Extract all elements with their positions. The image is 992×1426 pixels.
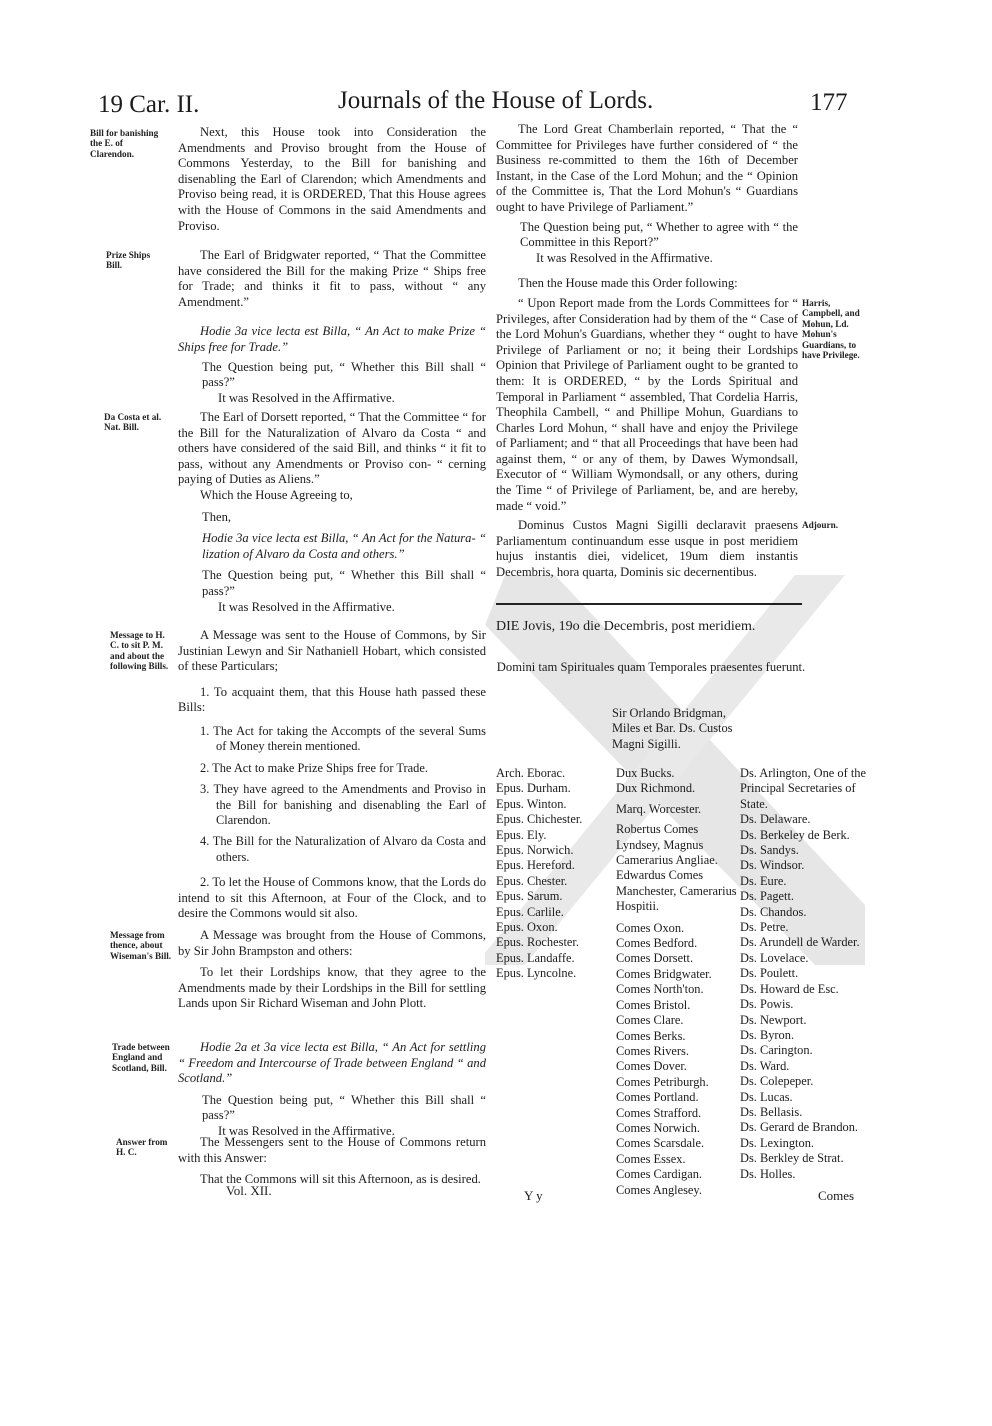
attendee: Epus. Norwich. [496,843,574,858]
attendee: Ds. Eure. [740,873,787,888]
entry-text: The Lord Great Chamberlain reported, “ That the “ Committee for Privileges have further considered of “ the Business re-committed to them the 16th of December Instant, in the Case of the Lord Mohun; and the “ Opinion of the Committee is, That the Lord Mohun's “ Guardians ought to have Privilege of Parliament.” [496,122,798,214]
attendee: Epus. Chichester. [496,812,583,827]
attendee: Ds. Bellasis. [740,1104,803,1119]
entry-text: Hodie 3a vice lecta est Billa, “ An Act for the Natura- “ lization of Alvaro da Costa and others.” [202,531,486,561]
attendee: Epus. Rochester. [496,935,579,950]
attendee: Comes Dover. [616,1059,687,1074]
attendee: Ds. Holles. [740,1166,796,1181]
attendee: Ds. Sandys. [740,843,799,858]
entry-text: It was Resolved in the Affirmative. [218,1123,395,1138]
attendee: Ds. Delaware. [740,812,811,827]
attendee: Epus. Winton. [496,796,567,811]
entry-text: The Question being put, “ Whether this Bill shall “ pass?” [202,568,486,598]
attendee: Dux Richmond. [616,781,696,796]
attendee: Epus. Ely. [496,827,547,842]
sitting-date: DIE Jovis, 19o die Decembris, post meridiem. [496,619,756,634]
attendee: Ds. Howard de Esc. [740,981,839,996]
attendee: Ds. Petre. [740,920,789,935]
entry-text: The Question being put, “ Whether to agree with “ the Committee in this Report?” [520,219,798,250]
attendee: Comes North'ton. [616,982,704,997]
margin-note-answer-hc: Answer from H. C. [116,1137,168,1158]
attendee: Marq. Worcester. [616,801,702,816]
signature-mark: Y y [524,1188,543,1203]
attendee: Ds. Poulett. [740,966,799,981]
entry-text: It was Resolved in the Affirmative. [536,250,713,265]
margin-note-mohun-guardians: Harris, Campbell, and Mohun, Ld. Mohun's Guardians, to have Privilege. [802,298,860,361]
entry-text: Hodie 2a et 3a vice lecta est Billa, “ An Act for settling “ Freedom and Intercourse of Trade between England “ and Scotland.” [178,1040,486,1086]
attendee: Ds. Powis. [740,997,794,1012]
volume-label: Vol. XII. [226,1183,272,1198]
attendee: Ds. Arlington, One of the Principal Secretaries of State. [740,766,866,811]
entry-text: “ Upon Report made from the Lords Committees for “ Privileges, after Consideration had by them of the “ Case of the Lord Mohun's Guardians, whether they “ ought to have Privilege of Parliament or no; it being their Lordships Opinion that Privilege of Parliament ought to be granted to them: It is ORDERED, “ by the Lords Spiritual and Temporal in Parliament “ assembled, That Cordelia Harris, Theophila Cambell, “ and Phillipe Mohun, Guardians to Charles Lord Mohun, “ shall have and enjoy the Privilege of Parliament; and “ that all Proceedings that have been had against them, “ or any of them, by Dawes Wymondsall, Executor of “ William Wymondsall, or any others, during the Time “ of Privilege of Parliament, be, and are hereby, made “ void.” [496,295,798,513]
attendee: Epus. Hereford. [496,858,575,873]
entry-text: Then, [202,509,232,524]
attendee: Epus. Oxon. [496,920,558,935]
attendee: Ds. Berkley de Strat. [740,1151,844,1166]
attendee: Epus. Sarum. [496,889,563,904]
list-item: 3. They have agreed to the Amendments and Proviso in the Bill for banishing and disenabling the Earl of Clarendon. [200,782,486,827]
entry-trade-scotland [178,1040,486,1140]
entry-answer-hc [178,1135,486,1188]
attendee: Ds. Gerard de Brandon. [740,1120,859,1135]
entry-text: It was Resolved in the Affirmative. [218,599,395,614]
section-divider [496,603,802,605]
attendee: Comes Portland. [616,1090,699,1105]
attendee: Comes Clare. [616,1013,684,1028]
attendee: Ds. Chandos. [740,904,807,919]
attendee: Epus. Durham. [496,781,571,796]
entry-text: The Question being put, “ Whether this Bill shall “ pass?” [202,1092,486,1123]
attendee: Dux Bucks. [616,766,675,780]
attendee: Comes Strafford. [616,1105,702,1120]
entry-text: The Earl of Bridgwater reported, “ That the Committee have considered the Bill for the making Prize “ Ships free for Trade; and thinks it fit to pass, without “ any Amendment.” [178,248,486,309]
entry-text: To let their Lordships know, that they agree to the Amendments made by their Lordships in the Bill for settling Lands upon Sir Richard Wiseman and John Plott. [178,965,486,1011]
entry-adjournment [496,518,798,580]
attendee: Comes Petriburgh. [616,1074,709,1089]
page-title: Journals of the House of Lords. [338,87,654,114]
attendee: Comes Oxon. [616,920,685,935]
attendee: Comes Bedford. [616,936,698,951]
entry-text: 1. To acquaint them, that this House hath passed these Bills: [178,684,486,715]
regnal-year: 19 Car. II. [98,91,200,118]
margin-note-adjourn: Adjourn. [802,520,838,530]
entry-text: It was Resolved in the Affirmative. [218,390,395,405]
entry-text: Next, this House took into Consideration the Amendments and Proviso brought from the House of Commons Yesterday, to the Bill for banishing and disenabling the Earl of Clarendon; which Amendments and Proviso being read, it is ORDERED, That this House agrees with the House of Commons in the said Amendments and Proviso. [178,125,486,233]
entry-text: Which the House Agreeing to, [200,487,353,502]
margin-note-da-costa: Da Costa et al. Nat. Bill. [104,412,162,433]
margin-note-prize-ships: Prize Ships Bill. [106,250,151,271]
attendee: Ds. Lexington. [740,1135,814,1150]
catchword: Comes [818,1188,855,1203]
attendee: Arch. Eborac. [496,766,566,780]
entry-wiseman [178,928,486,1012]
list-item: 4. The Bill for the Naturalization of Alvaro da Costa and others. [200,834,486,864]
attendee: Comes Scarsdale. [616,1136,705,1151]
peers-list-right [740,766,876,1182]
attendee: Comes Dorsett. [616,951,694,966]
entry-text: A Message was brought from the House of Commons, by Sir John Brampston and others: [178,928,486,958]
entry-text: Hodie 3a vice lecta est Billa, “ An Act to make Prize “ Ships free for Trade.” [178,324,486,354]
attendee: Ds. Lucas. [740,1089,793,1104]
attendee: Ds. Berkeley de Berk. [740,827,850,842]
attendee: Ds. Colepeper. [740,1074,814,1089]
entry-mohun-report [496,122,798,514]
attendee: Epus. Carlile. [496,904,564,919]
attendee: Epus. Landaffe. [496,950,575,965]
attendee: Epus. Lyncolne. [496,966,577,981]
attendee: Ds. Ward. [740,1058,790,1073]
attendee: Ds. Arundell de Warder. [740,935,860,950]
attendee: Comes Berks. [616,1028,686,1043]
entry-text: The Messengers sent to the House of Commons return with this Answer: [178,1135,486,1165]
attendee: Comes Norwich. [616,1120,700,1135]
attendee: Ds. Lovelace. [740,950,809,965]
attendee: Comes Essex. [616,1151,686,1166]
entry-text: Then the House made this Order following: [518,276,738,291]
entry-text: 2. To let the House of Commons know, that the Lords do intend to sit this Afternoon, at Four of the Clock, and to desire the Commons would sit also. [178,875,486,921]
entry-text: A Message was sent to the House of Commons, by Sir Justinian Lewyn and Sir Nathaniell Hobart, which consisted of these Particulars; [178,628,486,674]
attendee: Ds. Carington. [740,1043,813,1058]
attendee: Ds. Pagett. [740,889,795,904]
attendance-heading: Domini tam Spirituales quam Temporales praesentes fuerunt. [496,660,806,674]
attendee: Ds. Windsor. [740,858,805,873]
entry-text: The Question being put, “ Whether this Bill shall “ pass?” [202,359,486,390]
margin-note-trade-scotland: Trade between England and Scotland, Bill. [112,1042,170,1073]
bishops-list [496,766,608,982]
attendee: Ds. Newport. [740,1012,807,1027]
margin-note-wiseman: Message from thence, about Wiseman's Bill. [110,930,172,961]
entry-text: That the Commons will sit this Afternoon, as is desired. [200,1172,481,1187]
entry-da-costa [178,410,486,615]
margin-note-clarendon: Bill for banishing the E. of Clarendon. [90,128,159,159]
list-item: 2. The Act to make Prize Ships free for Trade. [200,760,428,775]
attendee: Epus. Chester. [496,873,568,888]
attendee: Comes Anglesey. [616,1182,702,1197]
lord-keeper: Sir Orlando Bridgman, Miles et Bar. Ds. Custos Magni Sigilli. [612,706,733,751]
entry-prize-ships [178,248,486,406]
attendee: Robertus Comes Lyndsey, Magnus Camerarius Angliae. [616,822,718,868]
entry-text: Dominus Custos Magni Sigilli declaravit praesens Parliamentum continuandum esse usque in post meridiem hujus instantis diei, videlicet, 19um diem instantis Decembris, hora quarta, Dominis sic decernentibus. [496,518,798,579]
peers-list-middle [616,766,740,1198]
entry-text: The Earl of Dorsett reported, “ That the Committee “ for the Bill for the Naturalization of Alvaro da Costa “ and others have considered of the said Bill, and thinks “ it fit to pass, without any Amendments or Proviso con- “ cerning paying of Duties as Aliens.” [178,410,486,487]
entry-message-hc [178,628,486,922]
attendee: Comes Bridgwater. [616,966,712,981]
attendee: Comes Rivers. [616,1043,689,1058]
list-item: 1. The Act for taking the Accompts of the several Sums of Money therein mentioned. [200,723,486,754]
margin-note-message-hc: Message to H. C. to sit P. M. and about the following Bills. [110,630,169,672]
attendee: Comes Bristol. [616,997,691,1012]
attendee: Edwardus Comes Manchester, Camerarius Hospitii. [616,868,737,914]
page-number: 177 [810,89,848,116]
attendee: Comes Cardigan. [616,1167,703,1182]
attendee: Ds. Byron. [740,1027,795,1042]
entry-clarendon [178,125,486,234]
